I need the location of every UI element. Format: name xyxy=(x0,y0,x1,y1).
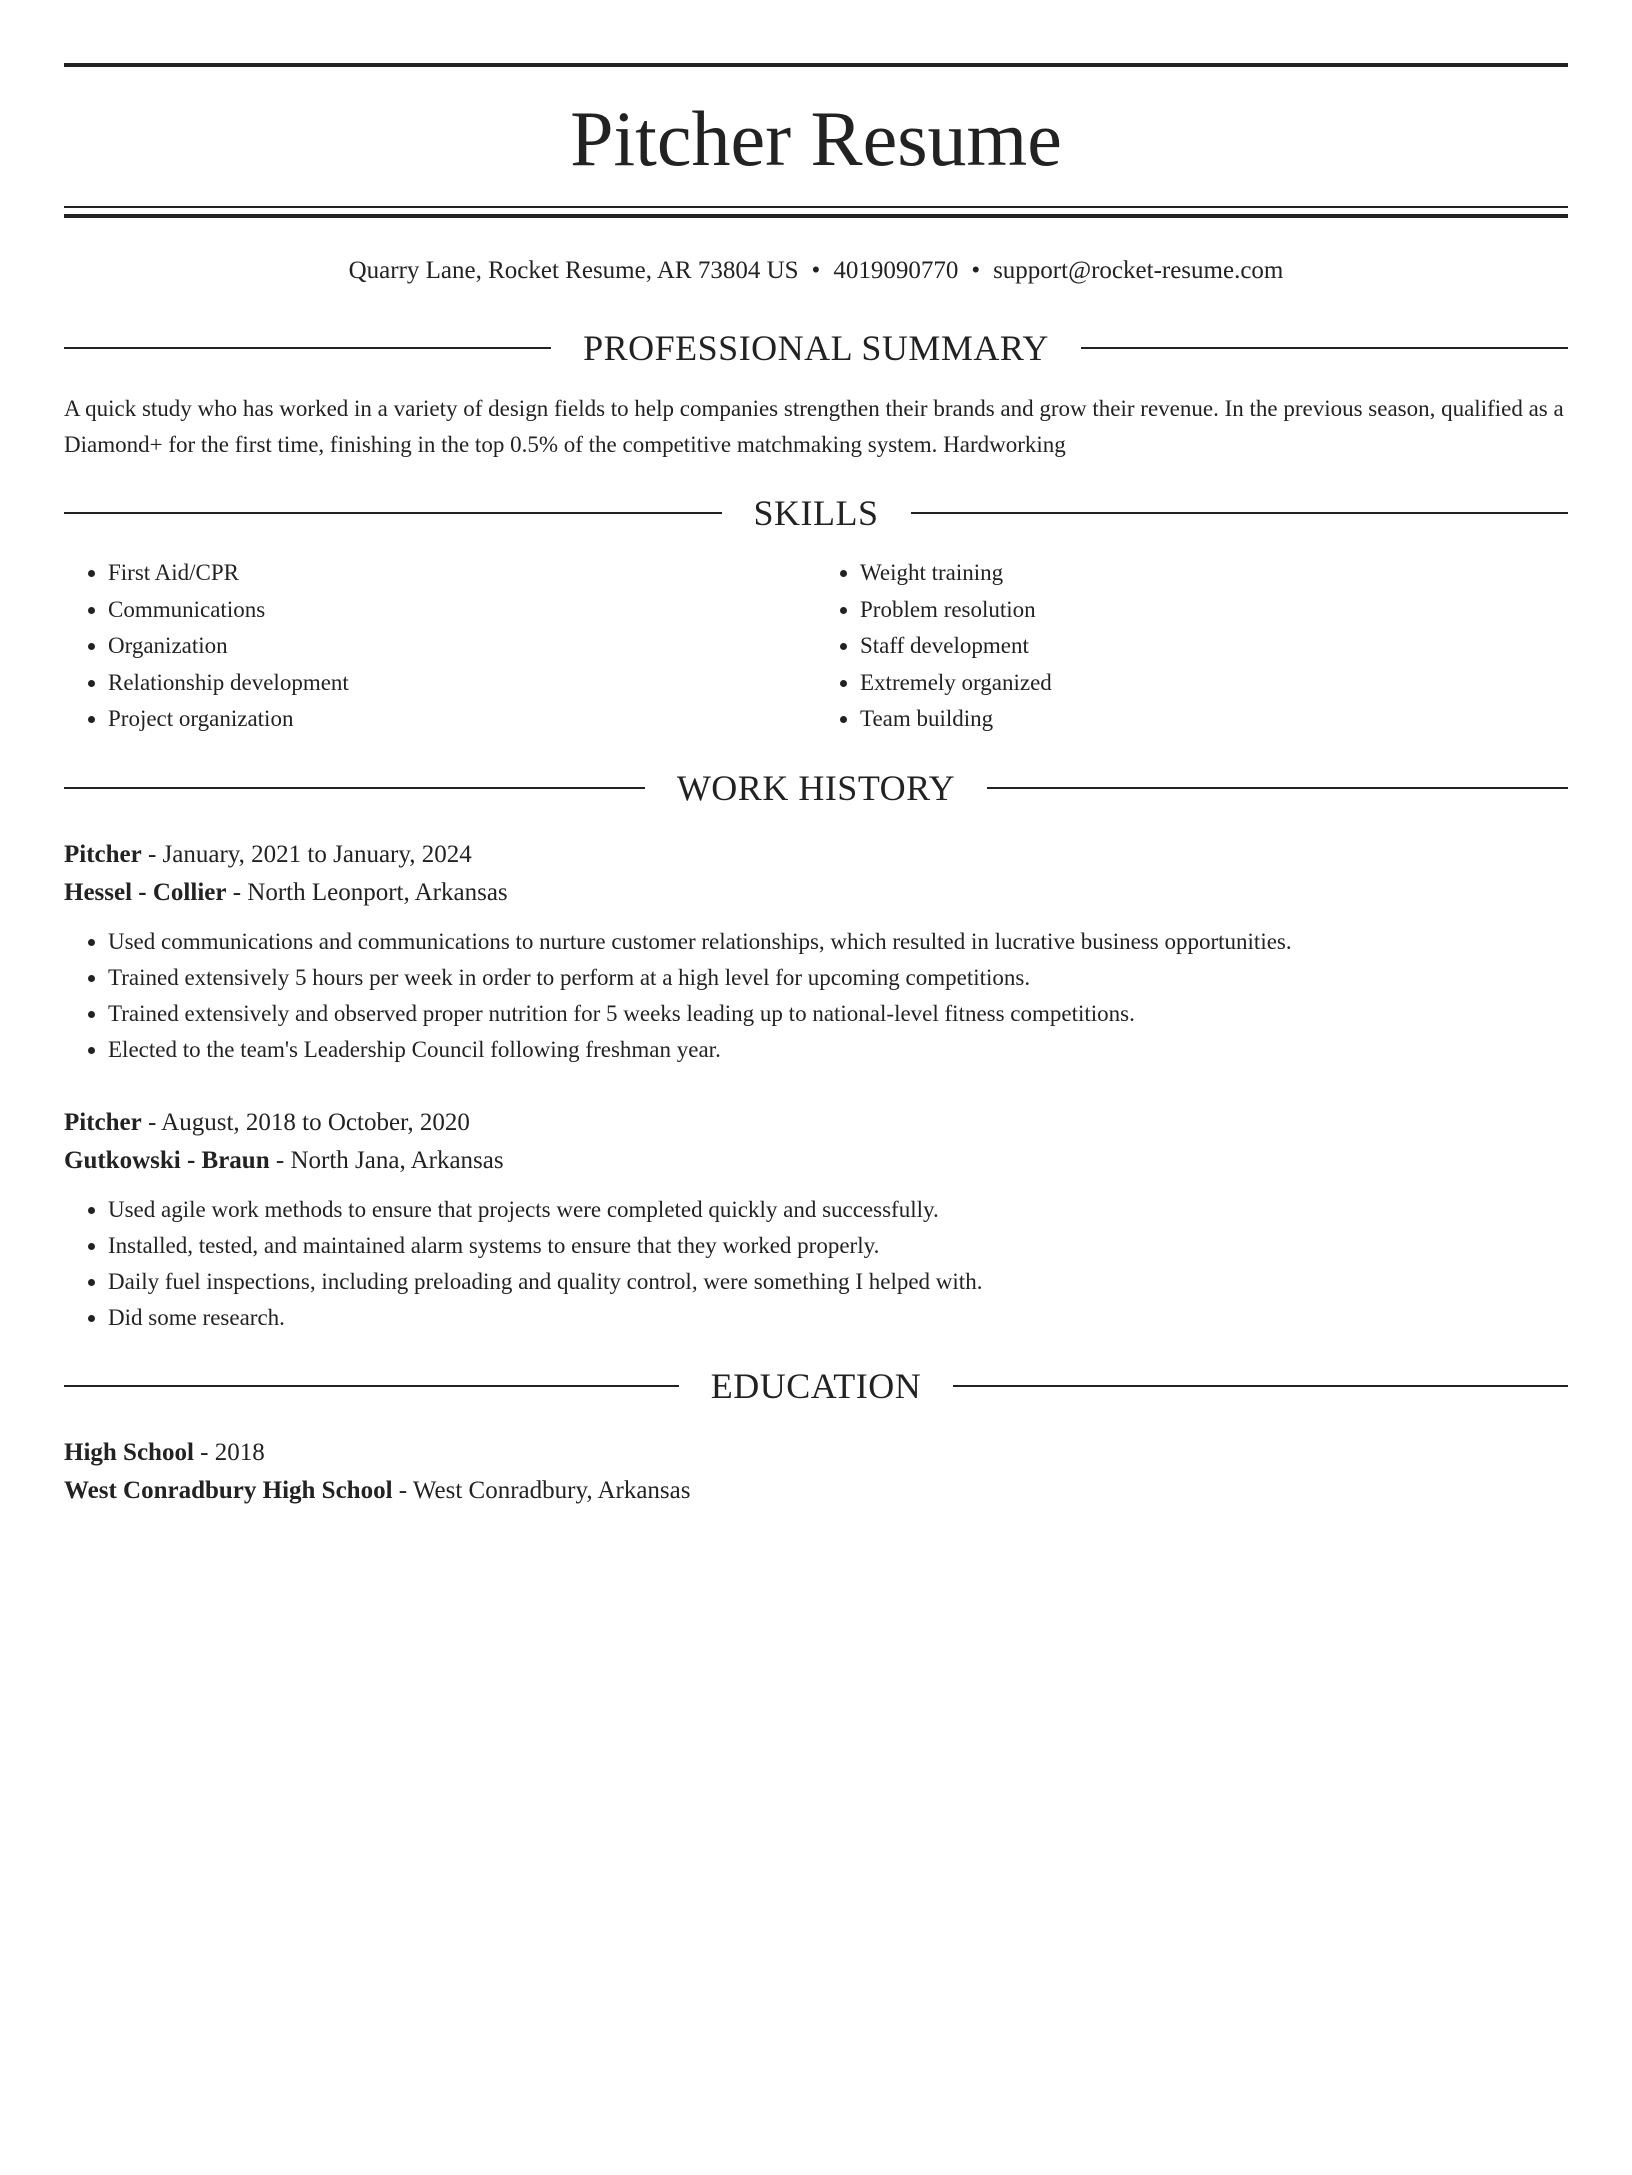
skill-item: • Extremely organized xyxy=(860,665,1568,702)
skills-column-left xyxy=(64,555,816,738)
job-bullet: • Trained extensively and observed proper nutrition for 5 weeks leading up to national-level fitness competitions. xyxy=(108,996,1568,1032)
job-title: Pitcher xyxy=(64,840,142,868)
job-bullet: • Trained extensively 5 hours per week in order to perform at a high level for upcoming competitions. xyxy=(108,960,1568,996)
skills-column-right xyxy=(816,555,1568,738)
job-bullet: • Used communications and communications to nurture customer relationships, which resulted in lucrative business opportunities. xyxy=(108,924,1568,960)
contact-line xyxy=(64,256,1568,286)
job-bullet: • Elected to the team's Leadership Council following freshman year. xyxy=(108,1032,1568,1068)
job-location: - North Jana, Arkansas xyxy=(275,1146,504,1174)
job-title-line xyxy=(64,1104,1568,1142)
education-entry xyxy=(64,1434,1568,1510)
education-location: - West Conradbury, Arkansas xyxy=(398,1476,691,1504)
section-heading-summary xyxy=(64,328,1568,368)
job-company-line xyxy=(64,1142,1568,1180)
resume-page xyxy=(0,63,1632,2175)
skill-item: • Relationship development xyxy=(108,665,816,702)
skills-list xyxy=(64,555,1568,738)
skill-item: • Weight training xyxy=(860,555,1568,592)
skill-item: • Problem resolution xyxy=(860,592,1568,629)
job-bullet: • Installed, tested, and maintained alarm systems to ensure that they worked properly. xyxy=(108,1228,1568,1264)
heading-rule-left xyxy=(64,787,645,789)
job-dates: - January, 2021 to January, 2024 xyxy=(147,840,472,868)
skill-item: • Team building xyxy=(860,701,1568,738)
contact-separator: • xyxy=(971,257,981,284)
job-entry xyxy=(64,836,1568,1068)
contact-separator: • xyxy=(811,257,821,284)
section-heading-education xyxy=(64,1366,1568,1406)
education-degree-line xyxy=(64,1434,1568,1472)
section-title: EDUCATION xyxy=(710,1365,922,1406)
job-dates: - August, 2018 to October, 2020 xyxy=(147,1108,470,1136)
job-company: Gutkowski - Braun xyxy=(64,1146,270,1174)
skill-item: • Communications xyxy=(108,592,816,629)
heading-rule-right xyxy=(911,512,1569,514)
top-rule xyxy=(64,63,1568,67)
section-heading-work xyxy=(64,768,1568,808)
heading-rule-left xyxy=(64,512,722,514)
heading-rule-left xyxy=(64,347,551,349)
job-location: - North Leonport, Arkansas xyxy=(232,878,508,906)
resume-title: Pitcher Resume xyxy=(570,95,1062,182)
skill-item: • Staff development xyxy=(860,628,1568,665)
job-company: Hessel - Collier xyxy=(64,878,227,906)
skill-item: • Organization xyxy=(108,628,816,665)
education-degree: High School xyxy=(64,1438,194,1466)
education-school-line xyxy=(64,1472,1568,1510)
job-bullets xyxy=(64,1192,1568,1336)
job-bullet: • Daily fuel inspections, including preloading and quality control, were something I helped with. xyxy=(108,1264,1568,1300)
summary-text: A quick study who has worked in a variety of design fields to help companies strengthen their brands and grow their revenue. In the previous season, qualified as a Diamond+ for the first time, finishing in the top 0.5% of the competitive matchmaking system. Hardworking xyxy=(64,396,1564,457)
skill-item: • Project organization xyxy=(108,701,816,738)
heading-rule-right xyxy=(1081,347,1568,349)
contact-email: support@rocket-resume.com xyxy=(993,257,1284,284)
job-bullets xyxy=(64,924,1568,1068)
heading-rule-right xyxy=(953,1385,1568,1387)
section-title: WORK HISTORY xyxy=(676,767,956,808)
job-title-line xyxy=(64,836,1568,874)
contact-address: Quarry Lane, Rocket Resume, AR 73804 US xyxy=(348,257,799,284)
job-title: Pitcher xyxy=(64,1108,142,1136)
heading-rule-left xyxy=(64,1385,679,1387)
contact-phone: 4019090770 xyxy=(833,257,959,284)
title-double-rule xyxy=(64,206,1568,218)
job-company-line xyxy=(64,874,1568,912)
education-school: West Conradbury High School xyxy=(64,1476,393,1504)
heading-rule-right xyxy=(987,787,1568,789)
section-heading-skills xyxy=(64,493,1568,533)
job-entry xyxy=(64,1104,1568,1336)
job-bullet: • Did some research. xyxy=(108,1300,1568,1336)
job-bullet: • Used agile work methods to ensure that projects were completed quickly and successfully. xyxy=(108,1192,1568,1228)
skill-item: • First Aid/CPR xyxy=(108,555,816,592)
section-title: PROFESSIONAL SUMMARY xyxy=(583,328,1049,368)
education-year: - 2018 xyxy=(200,1438,265,1466)
section-title: SKILLS xyxy=(753,493,879,533)
